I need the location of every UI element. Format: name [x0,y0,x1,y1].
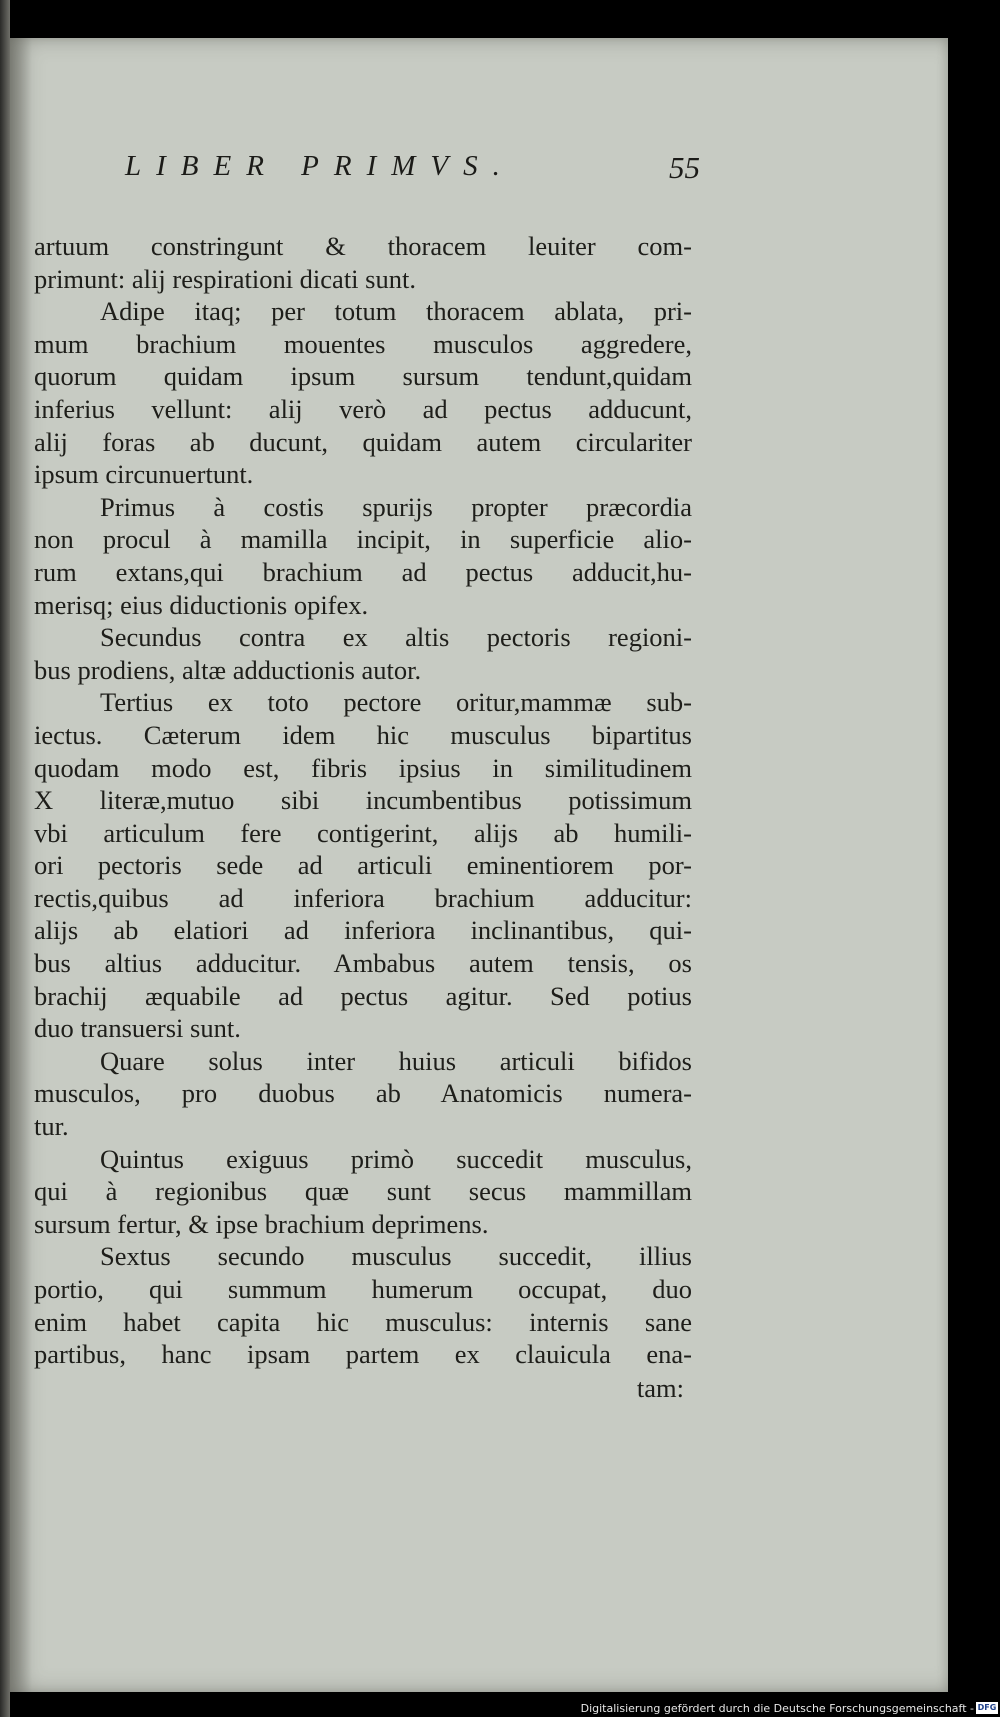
text-line: quodam modo est, fibris ipsius in similitudinem [34,752,692,783]
text-line: duo transuersi sunt. [34,1013,241,1044]
catchword: tam: [636,1372,684,1403]
text-line: X literæ,mutuo sibi incumbentibus potissimum [34,785,692,816]
text-line: alijs ab elatiori ad inferiora inclinantibus, qui- [34,915,692,946]
text-line: merisq; eius diductionis opifex. [34,589,369,620]
text-line: inferius vellunt: alij verò ad pectus adducunt, [34,393,692,424]
text-line: musculos, pro duobus ab Anatomicis numera- [34,1078,692,1109]
text-line: Adipe itaq; per totum thoracem ablata, pri- [100,296,692,327]
text-line: bus altius adducitur. Ambabus autem tensis, os [34,948,692,979]
text-line: mum brachium mouentes musculos aggredere, [34,328,692,359]
page-gutter-shadow [10,38,32,1692]
digitization-credit: Digitalisierung gefördert durch die Deutsche Forschungsgemeinschaft - [580,1702,974,1715]
book-edge [0,0,10,1717]
text-line: portio, qui summum humerum occupat, duo [34,1274,692,1304]
text-line: Quintus exiguus primò succedit musculus, [100,1143,692,1174]
digitization-footer [0,1700,1000,1717]
text-line: artuum constringunt & thoracem leuiter com- [34,231,692,261]
text-line: Tertius ex toto pectore oritur,mammæ sub- [100,687,692,718]
text-line: qui à regionibus quæ sunt secus mammillam [34,1176,692,1207]
text-line: bus prodiens, altæ adductionis autor. [34,654,422,685]
dfg-logo: DFG [977,1703,997,1712]
text-line: Primus à costis spurijs propter præcordia [100,491,692,522]
running-title: LIBER PRIMVS. [125,150,515,182]
text-line: ipsum circunuertunt. [34,459,254,490]
book-page [10,38,948,1692]
text-line: Quare solus inter huius articuli bifidos [100,1045,692,1076]
text-line: rum extans,qui brachium ad pectus adducit,hu- [34,556,692,587]
text-line: alij foras ab ducunt, quidam autem circulariter [34,426,692,457]
text-line: rectis,quibus ad inferiora brachium adducitur: [34,882,692,913]
text-line: sursum fertur, & ipse brachium deprimens. [34,1208,489,1239]
text-line: ori pectoris sede ad articuli eminentiorem por- [34,850,692,881]
text-line: vbi articulum fere contigerint, alijs ab humili- [34,817,692,848]
text-line: quorum quidam ipsum sursum tendunt,quidam [34,361,692,392]
body-text [34,230,692,1405]
page-number: 55 [669,150,700,185]
text-line: brachij æquabile ad pectus agitur. Sed potius [34,980,692,1011]
text-line: primunt: alij respirationi dicati sunt. [34,263,416,294]
text-line: Secundus contra ex altis pectoris regioni- [100,622,692,653]
text-line: Sextus secundo musculus succedit, illius [100,1241,692,1272]
text-line: iectus. Cæterum idem hic musculus bipartitus [34,719,692,750]
text-line: enim habet capita hic musculus: internis sane [34,1306,692,1337]
running-head [125,150,700,190]
text-line: tur. [34,1111,69,1142]
text-line: non procul à mamilla incipit, in superficie alio- [34,524,692,555]
text-line: partibus, hanc ipsam partem ex clauicula ena- [34,1339,692,1370]
